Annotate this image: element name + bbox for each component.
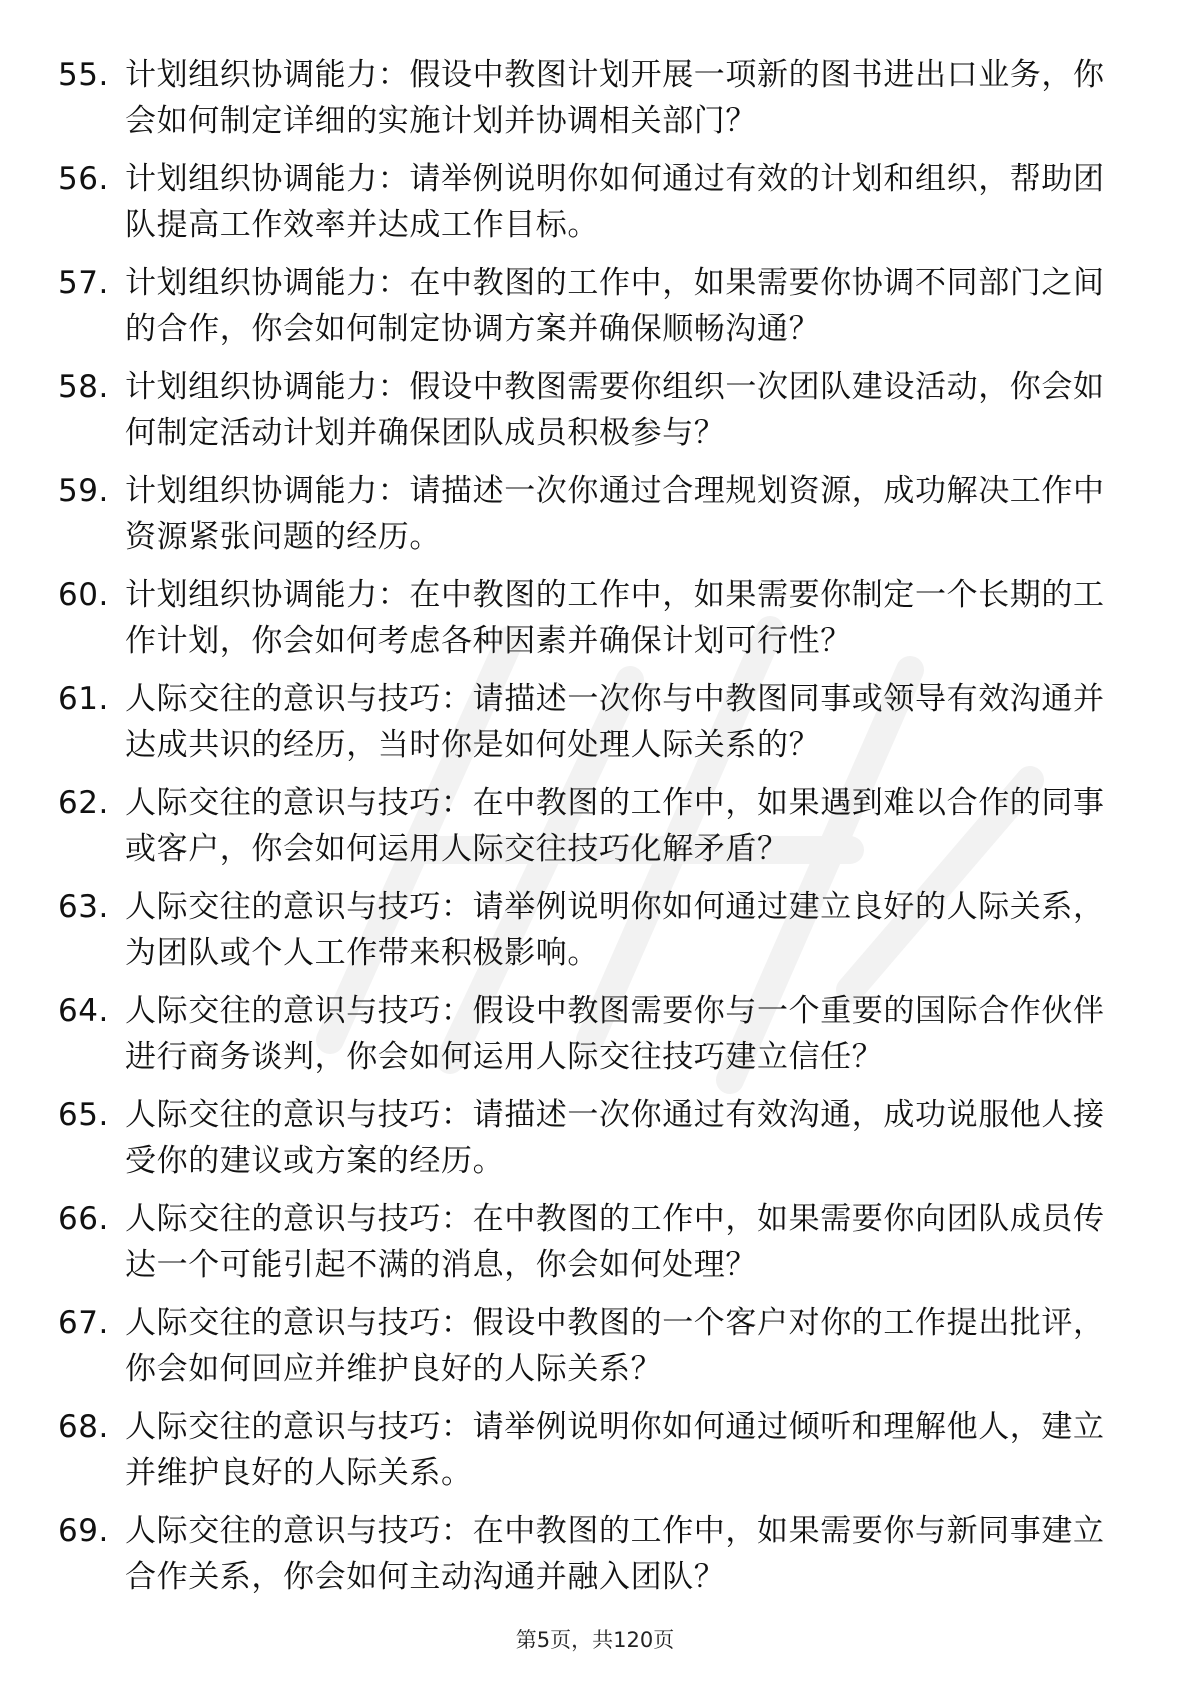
question-item [58, 780, 1118, 884]
question-number: 66. [58, 1201, 109, 1237]
question-text: 计划组织协调能力：请举例说明你如何通过有效的计划和组织，帮助团队提高工作效率并达成工作目标。 [125, 161, 1105, 243]
question-item [58, 260, 1118, 364]
question-item [58, 1092, 1118, 1196]
question-item [58, 572, 1118, 676]
question-text: 人际交往的意识与技巧：在中教图的工作中，如果需要你与新同事建立合作关系，你会如何主动沟通并融入团队？ [125, 1513, 1105, 1595]
question-item [58, 676, 1118, 780]
question-text: 计划组织协调能力：在中教图的工作中，如果需要你制定一个长期的工作计划，你会如何考虑各种因素并确保计划可行性？ [125, 577, 1105, 659]
question-text: 人际交往的意识与技巧：请描述一次你与中教图同事或领导有效沟通并达成共识的经历，当时你是如何处理人际关系的？ [125, 681, 1105, 763]
question-item [58, 1508, 1118, 1612]
question-item [58, 52, 1118, 156]
question-text: 人际交往的意识与技巧：假设中教图需要你与一个重要的国际合作伙伴进行商务谈判，你会如何运用人际交往技巧建立信任？ [125, 993, 1105, 1075]
question-item [58, 156, 1118, 260]
question-number: 60. [58, 577, 109, 613]
question-number: 65. [58, 1097, 109, 1133]
question-text: 计划组织协调能力：在中教图的工作中，如果需要你协调不同部门之间的合作，你会如何制定协调方案并确保顺畅沟通？ [125, 265, 1105, 347]
question-list [58, 52, 1118, 1612]
question-item [58, 364, 1118, 468]
question-text: 人际交往的意识与技巧：请举例说明你如何通过倾听和理解他人，建立并维护良好的人际关系。 [125, 1409, 1105, 1491]
question-text: 人际交往的意识与技巧：在中教图的工作中，如果遇到难以合作的同事或客户，你会如何运用人际交往技巧化解矛盾？ [125, 785, 1105, 867]
question-text: 人际交往的意识与技巧：请举例说明你如何通过建立良好的人际关系，为团队或个人工作带来积极影响。 [125, 889, 1105, 971]
question-number: 62. [58, 785, 109, 821]
question-item [58, 988, 1118, 1092]
question-text: 人际交往的意识与技巧：在中教图的工作中，如果需要你向团队成员传达一个可能引起不满的消息，你会如何处理？ [125, 1201, 1105, 1283]
question-number: 59. [58, 473, 109, 509]
question-item [58, 884, 1118, 988]
page-footer [0, 1624, 1190, 1654]
question-number: 64. [58, 993, 109, 1029]
question-number: 61. [58, 681, 109, 717]
question-item [58, 1404, 1118, 1508]
question-number: 56. [58, 161, 109, 197]
question-text: 计划组织协调能力：假设中教图计划开展一项新的图书进出口业务，你会如何制定详细的实施计划并协调相关部门？ [125, 57, 1105, 139]
question-text: 人际交往的意识与技巧：请描述一次你通过有效沟通，成功说服他人接受你的建议或方案的经历。 [125, 1097, 1105, 1179]
question-text: 计划组织协调能力：请描述一次你通过合理规划资源，成功解决工作中资源紧张问题的经历。 [125, 473, 1105, 555]
question-number: 57. [58, 265, 109, 301]
question-number: 63. [58, 889, 109, 925]
question-number: 67. [58, 1305, 109, 1341]
page-number-label: 第5页，共120页 [515, 1628, 675, 1652]
question-number: 55. [58, 57, 109, 93]
question-text: 计划组织协调能力：假设中教图需要你组织一次团队建设活动，你会如何制定活动计划并确保团队成员积极参与？ [125, 369, 1105, 451]
question-item [58, 1300, 1118, 1404]
question-number: 68. [58, 1409, 109, 1445]
question-number: 58. [58, 369, 109, 405]
question-text: 人际交往的意识与技巧：假设中教图的一个客户对你的工作提出批评，你会如何回应并维护良好的人际关系？ [125, 1305, 1105, 1387]
question-item [58, 468, 1118, 572]
question-item [58, 1196, 1118, 1300]
question-number: 69. [58, 1513, 109, 1549]
